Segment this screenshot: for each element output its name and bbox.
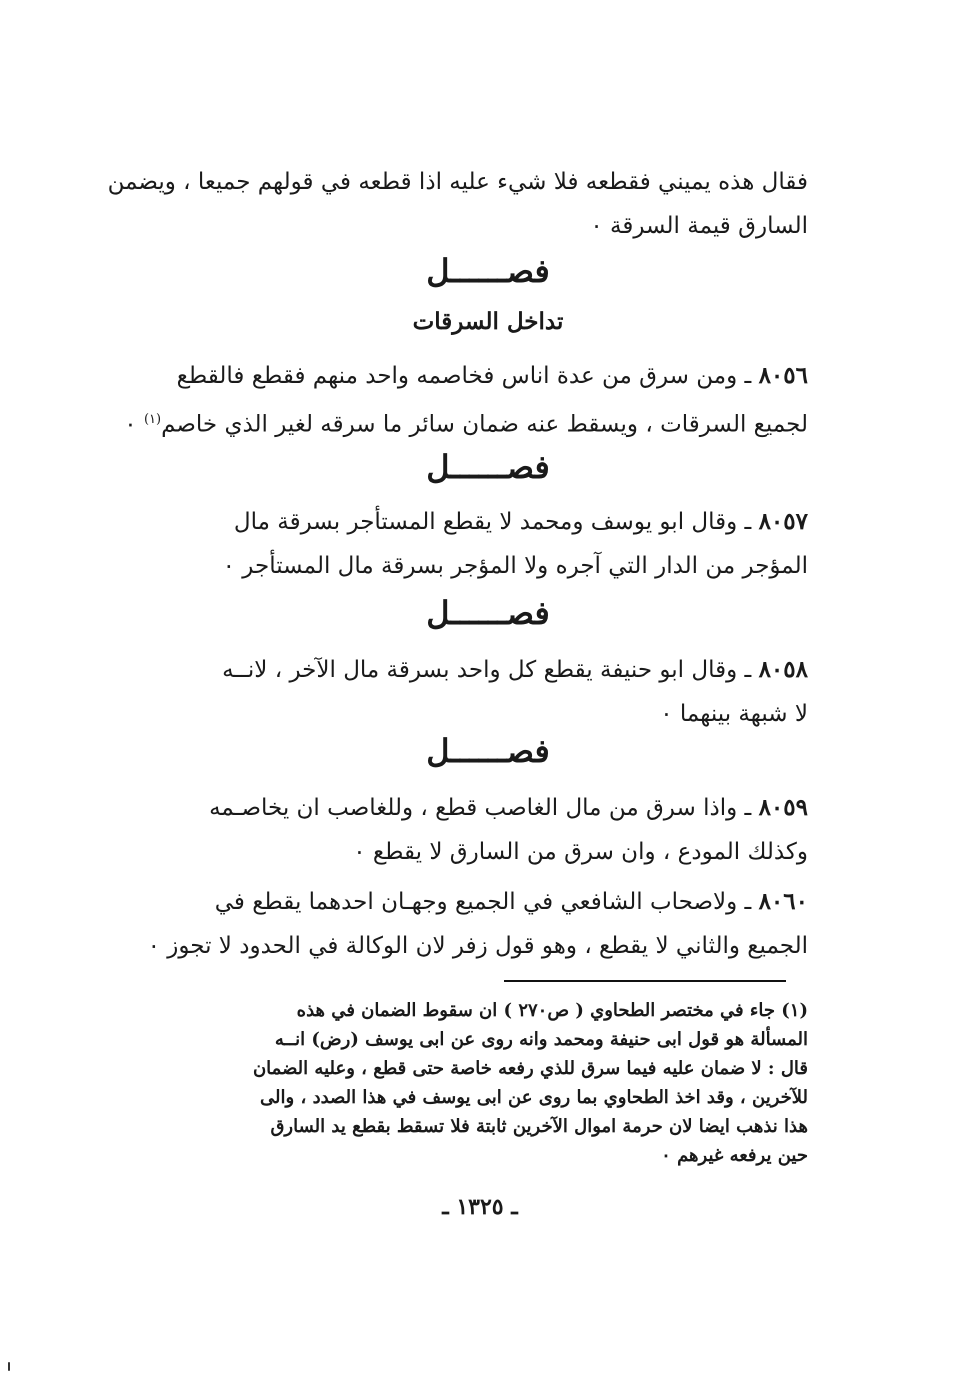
paragraph-text: ـ ولاصحاب الشافعي في الجميع وجهـان احدهما يقطع في: [214, 889, 752, 915]
paragraph-8058: [168, 648, 808, 736]
paragraph-8059: [168, 786, 808, 874]
section-heading-4: فصــــــل: [426, 732, 550, 770]
section-heading-3: فصــــــل: [426, 594, 550, 632]
intro-paragraph: [107, 160, 808, 248]
paragraph-text: ـ واذا سرق من مال الغاصب قطع ، وللغاصب ان يخاصـمه: [209, 795, 752, 821]
paragraph-text: ـ ومن سرق من عدة اناس فخاصمه واحد منهم فقطع فالقطع: [176, 363, 752, 389]
paragraph-8057: [168, 500, 808, 588]
section-subheading: تداخل السرقات: [412, 308, 564, 335]
footnote-separator: [504, 980, 786, 982]
paragraph-text: ـ وقال ابو حنيفة يقطع كل واحد بسرقة مال الآخر ، لانــه: [222, 657, 752, 683]
footnote-line: للآخرين ، وقد اخذ الطحاوي بما روى عن ابى يوسف في هذا الصدد ، والى: [260, 1087, 808, 1108]
paragraph-text: ـ وقال ابو يوسف ومحمد لا يقطع المستأجر بسرقة مال: [233, 509, 752, 535]
paragraph-end-mark: ٠: [124, 411, 137, 438]
paragraph-text: وكذلك المودع ، وان سرق من السارق لا يقطع ٠: [353, 839, 808, 865]
section-heading-2: فصــــــل: [426, 448, 550, 486]
paragraph-number: ٨٠٦٠: [758, 888, 808, 915]
scan-speck: [8, 1362, 10, 1371]
intro-line-1: فقال هذه يميني فقطعه فلا شيء عليه اذا قطعه في قولهم جميعا ، ويضمن: [107, 169, 808, 195]
paragraph-text: الجميع والثاني لا يقطع ، وهو قول زفر لان الوكالة في الحدود لا تجوز ٠: [147, 933, 808, 959]
footnote-line: حين يرفعه غيرهم ٠: [661, 1145, 808, 1166]
paragraph-number: ٨٠٥٨: [758, 656, 808, 683]
page-number: ـ ١٣٢٥ ـ: [442, 1194, 518, 1220]
section-heading-1: فصــــــل: [426, 252, 550, 290]
footnote: [168, 996, 808, 1170]
paragraph-8056: [124, 354, 808, 447]
footnote-line: (١) جاء في مختصر الطحاوي ( ص٢٧٠ ) ان سقوط الضمان في هذه: [296, 1000, 808, 1021]
paragraph-8060: [147, 880, 808, 968]
footnote-line: المسألة هو قول ابى حنيفة ومحمد وانه روى عن ابى يوسف (رض) انــه: [274, 1029, 808, 1050]
footnote-line: هذا نذهب ايضا لان حرمة اموال الآخرين ثابتة فلا تسقط بقطع يد السارق: [270, 1116, 808, 1137]
paragraph-text: لا شبهة بينهما ٠: [660, 701, 808, 727]
paragraph-number: ٨٠٥٧: [758, 508, 808, 535]
paragraph-number: ٨٠٥٩: [758, 794, 808, 821]
footnote-line: قال : لا ضمان عليه فيما سرق للذي رفعه خاصة حتى قطع ، وعليه الضمان: [252, 1058, 808, 1079]
paragraph-text: المؤجر من الدار التي آجره ولا المؤجر بسرقة مال المستأجر ٠: [222, 553, 808, 579]
paragraph-text: لجميع السرقات ، ويسقط عنه ضمان سائر ما سرقه لغير الذي خاصم: [161, 411, 808, 438]
paragraph-number: ٨٠٥٦: [758, 362, 808, 389]
footnote-reference: (١): [143, 412, 162, 427]
intro-line-2: السارق قيمة السرقة ٠: [590, 213, 808, 239]
